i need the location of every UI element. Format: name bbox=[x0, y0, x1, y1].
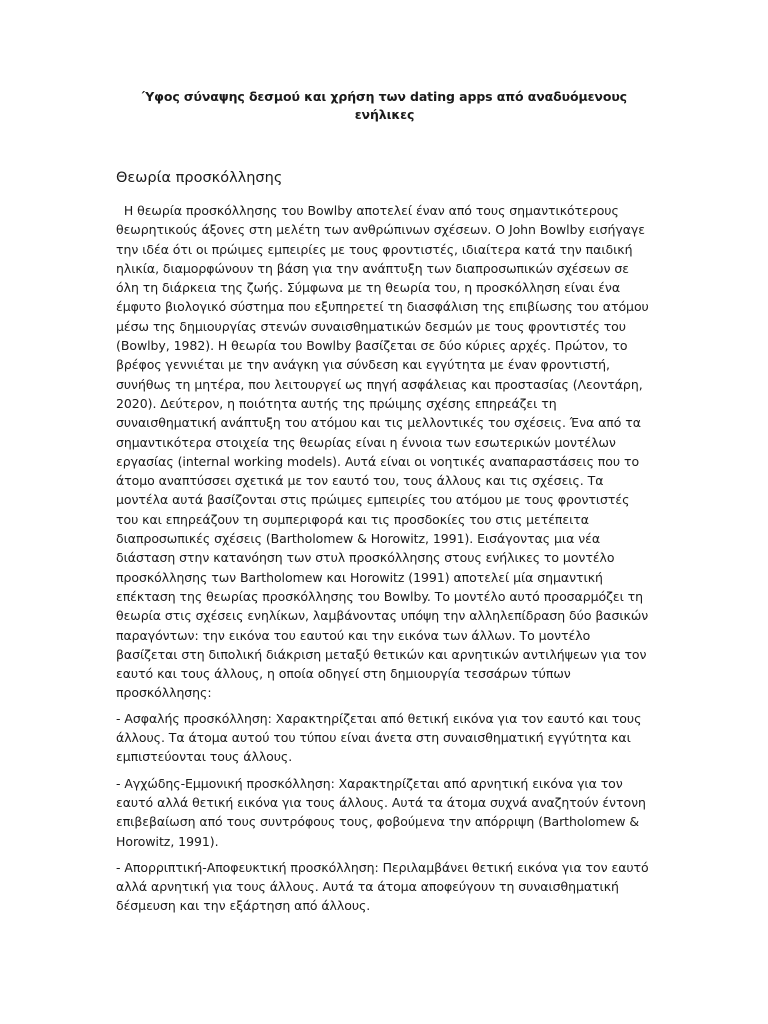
list-item-secure: - Ασφαλής προσκόλληση: Χαρακτηρίζεται από θετική εικόνα για τον εαυτό και τους άλλους. Τα άτομα αυτού του τύπου είναι άνετα στη συναισθηματική εγγύτητα και εμπιστεύονται τους άλλους. bbox=[116, 710, 642, 765]
list-item-dismissive: - Απορριπτική-Αποφευκτική προσκόλληση: Περιλαμβάνει θετική εικόνα για τον εαυτό αλλά αρνητική για τους άλλους. Αυτά τα άτομα αποφεύγουν τη συναισθηματική δέσμευση και την εξάρτηση από άλλους. bbox=[116, 859, 649, 914]
list-item-anxious: - Αγχώδης-Εμμονική προσκόλληση: Χαρακτηρίζεται από αρνητική εικόνα για τον εαυτό αλλά θετική εικόνα για τους άλλους. Αυτά τα άτομα συχνά αναζητούν έντονη επιβεβαίωση από τους συντρόφους τους, φοβούμενα την απόρριψη (Bartholomew & Horowitz, 1991). bbox=[116, 775, 646, 849]
document-title: Ύφος σύναψης δεσμού και χρήση των dating apps από αναδυόμενους ενήλικες bbox=[142, 89, 627, 122]
main-paragraph: Η θεωρία προσκόλλησης του Bowlby αποτελεί έναν από τους σημαντικότερους θεωρητικούς άξονες στη μελέτη των ανθρώπινων σχέσεων. Ο John Bowlby εισήγαγε την ιδέα ότι οι πρώιμες εμπειρίες με τους φροντιστές, ιδιαίτερα κατά την παιδική ηλικία, διαμορφώνουν τη βάση για την ανάπτυξη των διαπροσωπικών σχέσεων σε όλη τη διάρκεια της ζωής. Σύμφωνα με τη θεωρία του, η προσκόλληση είναι ένα έμφυτο βιολογικό σύστημα που εξυπηρετεί τη διασφάλιση της επιβίωσης του ατόμου μέσω της δημιουργίας στενών συναισθηματικών δεσμών με τους φροντιστές του (Bowlby, 1982). Η θεωρία του Bowlby βασίζεται σε δύο κύριες αρχές. Πρώτον, το βρέφος γεννιέται με την ανάγκη για σύνδεση και εγγύτητα με έναν φροντιστή, συνήθως τη μητέρα, που λειτουργεί ως πηγή ασφάλειας και προστασίας (Λεοντάρη, 2020). Δεύτερον, η ποιότητα αυτής της πρώιμης σχέσης επηρεάζει τη συναισθηματική ανάπτυξη του ατόμου και τις μελλοντικές του σχέσεις. Ένα από τα σημαντικότερα στοιχεία της θεωρίας είναι η έννοια των εσωτερικών μοντέλων εργασίας (internal working models). Αυτά είναι οι νοητικές αναπαραστάσεις που το άτομο αναπτύσσει σχετικά με τον εαυτό του, τους άλλους και τις σχέσεις. Τα μοντέλα αυτά βασίζονται στις πρώιμες εμπειρίες του ατόμου με τους φροντιστές του και επηρεάζουν τη συμπεριφορά και τις προσδοκίες του στις μετέπειτα διαπροσωπικές σχέσεις (Bartholomew & Horowitz, 1991). Εισάγοντας μια νέα διάσταση στην κατανόηση των στυλ προσκόλλησης στους ενήλικες το μοντέλο προσκόλλησης των Bartholomew και Horowitz (1991) αποτελεί μία σημαντική επέκταση της θεωρίας προσκόλλησης του Bowlby. Το μοντέλο αυτό προσαρμόζει τη θεωρία στις σχέσεις ενηλίκων, λαμβάνοντας υπόψη την αλληλεπίδραση δύο βασικών παραγόντων: την εικόνα του εαυτού και την εικόνα των άλλων. Το μοντέλο βασίζεται στη διπολική διάκριση μεταξύ θετικών και αρνητικών αντιλήψεων για τον εαυτό και τους άλλους, η οποία οδηγεί στη δημιουργία τεσσάρων τύπων προσκόλλησης: bbox=[116, 203, 653, 701]
section-heading: Θεωρία προσκόλλησης bbox=[116, 170, 283, 186]
